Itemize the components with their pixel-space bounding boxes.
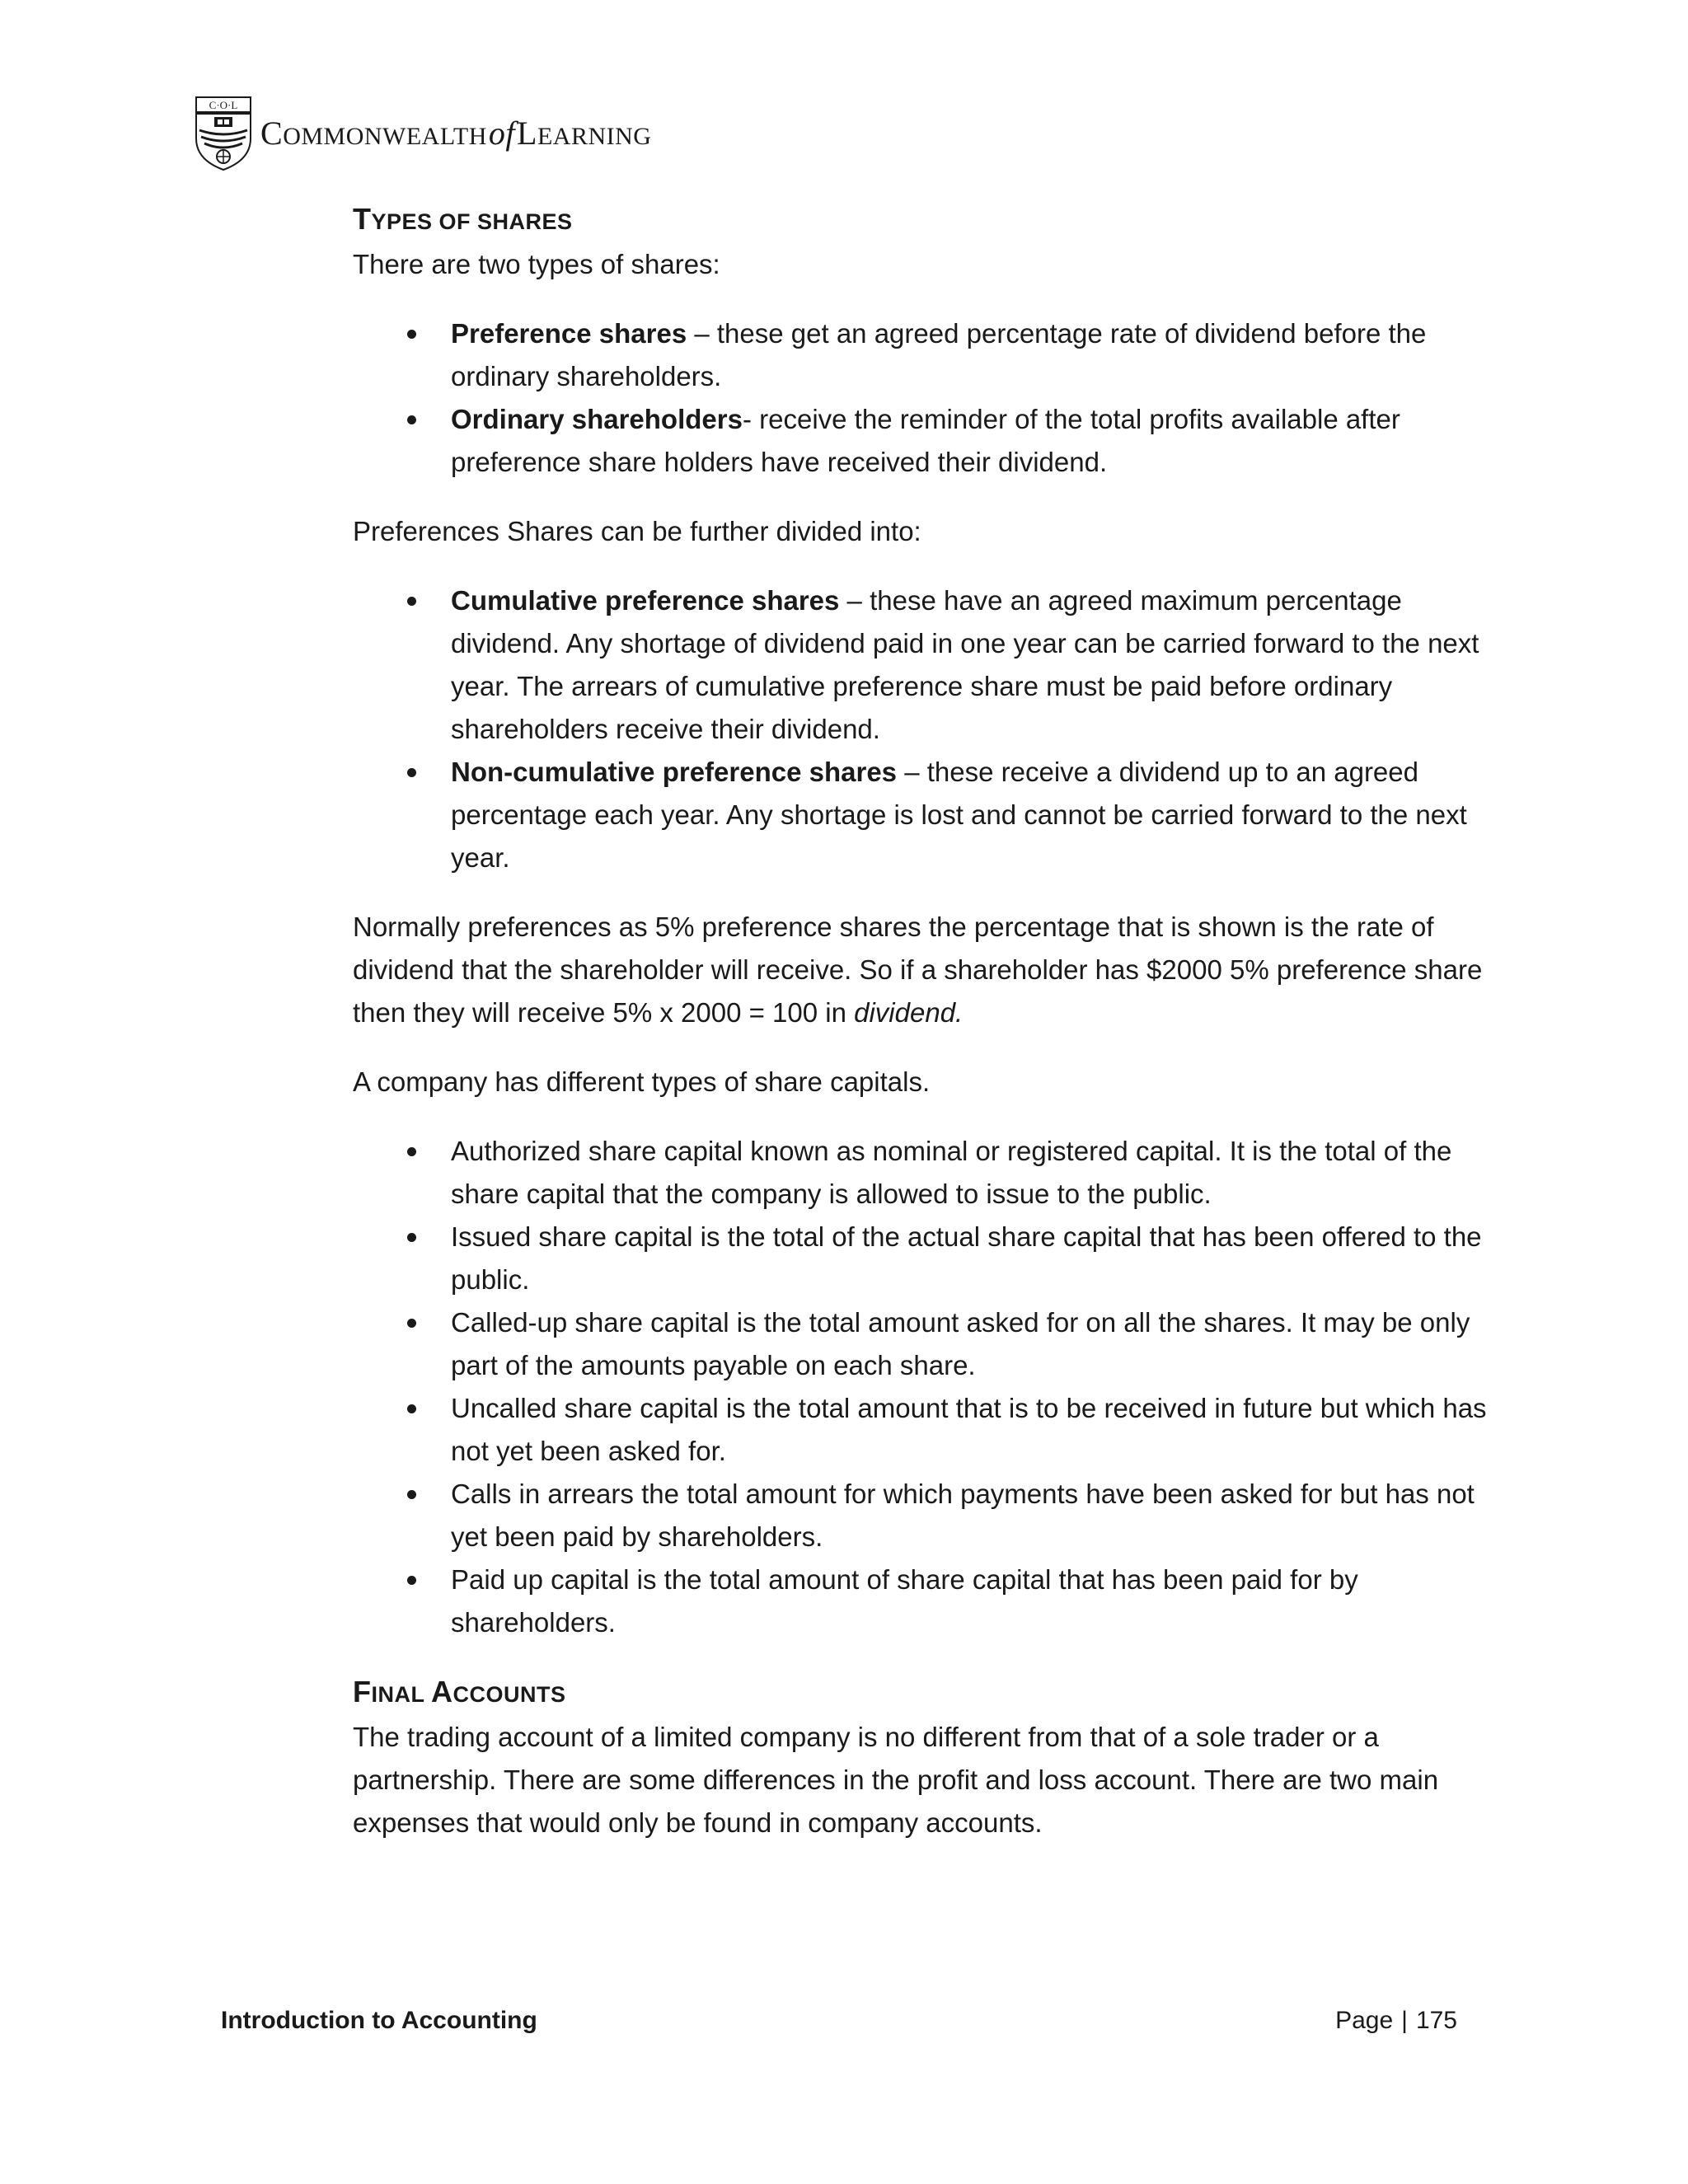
logo-abbrev: C·O·L bbox=[209, 99, 238, 111]
share-capitals-intro: A company has different types of share capitals. bbox=[353, 1066, 931, 1097]
list-item: Preference shares – these get an agreed percentage rate of dividend before the ordinary shareholders. bbox=[353, 312, 1507, 398]
page-content bbox=[353, 198, 1507, 1844]
list-item: Issued share capital is the total of the actual share capital that has been offered to the public. bbox=[353, 1216, 1507, 1301]
footer-title: Introduction to Accounting bbox=[221, 2007, 537, 2034]
section-heading-types-of-shares: TYPES OF SHARES bbox=[353, 202, 573, 236]
list-item: Non-cumulative preference shares – these receive a dividend up to an agreed percentage each year. Any shortage is lost and cannot be carried forward to the next year. bbox=[353, 751, 1507, 879]
logo bbox=[195, 96, 651, 171]
preference-types-list bbox=[353, 579, 1507, 879]
dividend-paragraph: Normally preferences as 5% preference shares the percentage that is shown is the rate of dividend that the shareholder will receive. So if a shareholder has $2000 5% preference share then they will receive 5% x 2000 = 100 in dividend. bbox=[353, 912, 1483, 1028]
list-item: Paid up capital is the total amount of share capital that has been paid for by shareholders. bbox=[353, 1558, 1507, 1644]
list-item: Calls in arrears the total amount for which payments have been asked for but has not yet been paid by shareholders. bbox=[353, 1473, 1507, 1558]
list-item: Authorized share capital known as nominal or registered capital. It is the total of the share capital that the company is allowed to issue to the public. bbox=[353, 1130, 1507, 1216]
types-intro: There are two types of shares: bbox=[353, 249, 720, 279]
list-item: Cumulative preference shares – these have an agreed maximum percentage dividend. Any shortage of dividend paid in one year can be carried forward to the next year. The arrears of cumulative preference share must be paid before ordinary shareholders receive their dividend. bbox=[353, 579, 1507, 751]
logo-wordmark: COMMONWEALTHofLEARNING bbox=[260, 115, 652, 152]
page-number: Page | 175 bbox=[1335, 2007, 1457, 2034]
col-shield-icon bbox=[195, 96, 252, 171]
share-capitals-list bbox=[353, 1130, 1507, 1644]
final-accounts-paragraph: The trading account of a limited company is no different from that of a sole trader or a partnership. There are some differences in the profit and loss account. There are two main expenses that would only be found in company accounts. bbox=[353, 1722, 1439, 1838]
preference-intro: Preferences Shares can be further divided into: bbox=[353, 516, 921, 546]
section-heading-final-accounts: FINAL ACCOUNTS bbox=[353, 1675, 566, 1708]
share-types-list bbox=[353, 312, 1507, 484]
list-item: Uncalled share capital is the total amount that is to be received in future but which has not yet been asked for. bbox=[353, 1387, 1507, 1473]
list-item: Called-up share capital is the total amount asked for on all the shares. It may be only part of the amounts payable on each share. bbox=[353, 1301, 1507, 1387]
list-item: Ordinary shareholders- receive the reminder of the total profits available after preference share holders have received their dividend. bbox=[353, 398, 1507, 484]
